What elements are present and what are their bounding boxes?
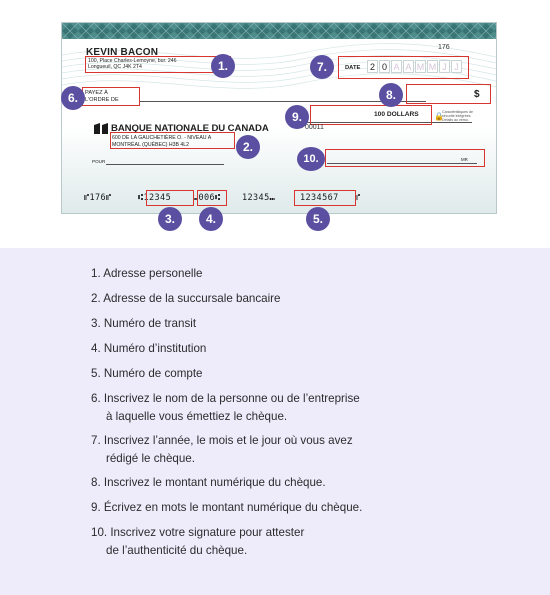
holder-address-highlight (85, 56, 231, 73)
legend-item-7-line2: rédigé le chèque. (106, 452, 195, 465)
legend-item-6-line2: à laquelle vous émettiez le chèque. (106, 410, 288, 423)
padlock-icon: 🔒 (434, 112, 444, 121)
micr-account-number: 1234567 (300, 193, 339, 203)
institution-highlight (197, 190, 227, 206)
bank-address-line2: MONTRÉAL (QUÉBEC) H3B 4L2 (112, 142, 190, 148)
date-digit: 2 (367, 60, 378, 73)
badge-6: 6. (61, 86, 85, 110)
bank-logo-icon (93, 123, 109, 134)
account-highlight (294, 190, 356, 206)
date-digit-placeholder: M (428, 62, 437, 72)
date-highlight (338, 56, 469, 79)
badge-5: 5. (306, 207, 330, 231)
date-digit-placeholder: A (403, 60, 414, 73)
badge-2: 2. (236, 135, 260, 159)
legend-item-8: 8. Inscrivez le montant numérique du chèque. (91, 476, 326, 489)
micr-account-prefix: 12345⑉ (242, 193, 276, 203)
badge-1: 1. (211, 54, 235, 78)
legend-item-2: 2. Adresse de la succursale bancaire (91, 292, 281, 305)
date-digit: 0 (379, 60, 390, 73)
date-digit-placeholder: J (451, 60, 462, 73)
cheque-number: 176 (438, 44, 450, 51)
account-holder-address-line1: 100, Place Charles-Lemoyne, bur. 246 (88, 58, 177, 64)
badge-4: 4. (199, 207, 223, 231)
badge-8: 8. (379, 83, 403, 107)
micr-institution-number: ⑉006⑆ (193, 193, 221, 203)
dollar-sign: $ (474, 89, 480, 100)
badge-7: 7. (310, 55, 334, 79)
date-digit-placeholder: J (439, 60, 450, 73)
bank-address-line1: 600 DE LA GAUCHETIÈRE O. - NIVEAU A (112, 135, 212, 141)
security-note-line2: sécurité intégrées. (442, 114, 472, 118)
signature-mark: MR (461, 157, 468, 162)
account-holder-address-line2: Longueuil, QC J4K 2T4 (88, 64, 142, 70)
bank-name: BANQUE NATIONALE DU CANADA (111, 123, 269, 134)
micr-transit-number: ⑆12345 (138, 193, 172, 203)
security-note-line3: Détails au verso. (442, 118, 469, 122)
legend-panel (0, 248, 550, 595)
security-note-line1: Caractéristiques de (442, 110, 473, 114)
transit-highlight (146, 190, 194, 206)
badge-3: 3. (158, 207, 182, 231)
legend-item-10-line1: 10. Inscrivez votre signature pour attester (91, 526, 305, 539)
legend-item-1: 1. Adresse personelle (91, 267, 203, 280)
memo-label: POUR (92, 159, 106, 164)
bank-address-highlight (110, 132, 235, 149)
payee-label-line1: PAYEZ À (85, 90, 108, 96)
amount-in-words: 100 DOLLARS (374, 111, 419, 118)
badge-10: 10. (297, 147, 325, 171)
legend-item-3: 3. Numéro de transit (91, 317, 197, 330)
legend-item-9: 9. Écrivez en mots le montant numérique du chèque. (91, 501, 363, 514)
date-digit-placeholder: M (416, 62, 425, 72)
account-holder-name: KEVIN BACON (86, 47, 159, 58)
cheque (61, 22, 497, 214)
date-digit-placeholder: A (391, 60, 402, 73)
badge-9: 9. (285, 105, 309, 129)
legend-item-7-line1: 7. Inscrivez l’année, le mois et le jour où vous avez (91, 434, 353, 447)
micr-end-symbol: ⑈ (355, 193, 361, 203)
amount-words-highlight (310, 105, 432, 125)
legend-item-5: 5. Numéro de compte (91, 367, 203, 380)
payee-highlight (82, 87, 140, 106)
legend-item-10-line2: de l’authenticité du chèque. (106, 544, 248, 557)
legend-item-4: 4. Numéro d’institution (91, 342, 207, 355)
date-label: DATE (345, 65, 361, 71)
signature-highlight (325, 149, 485, 167)
branch-code: 00011 (305, 124, 324, 131)
payee-label-line2: L'ORDRE DE (85, 97, 119, 103)
micr-cheque-number: ⑈176⑈ (84, 193, 112, 203)
memo-line (106, 164, 224, 165)
legend-item-6-line1: 6. Inscrivez le nom de la personne ou de l’entreprise (91, 392, 360, 405)
